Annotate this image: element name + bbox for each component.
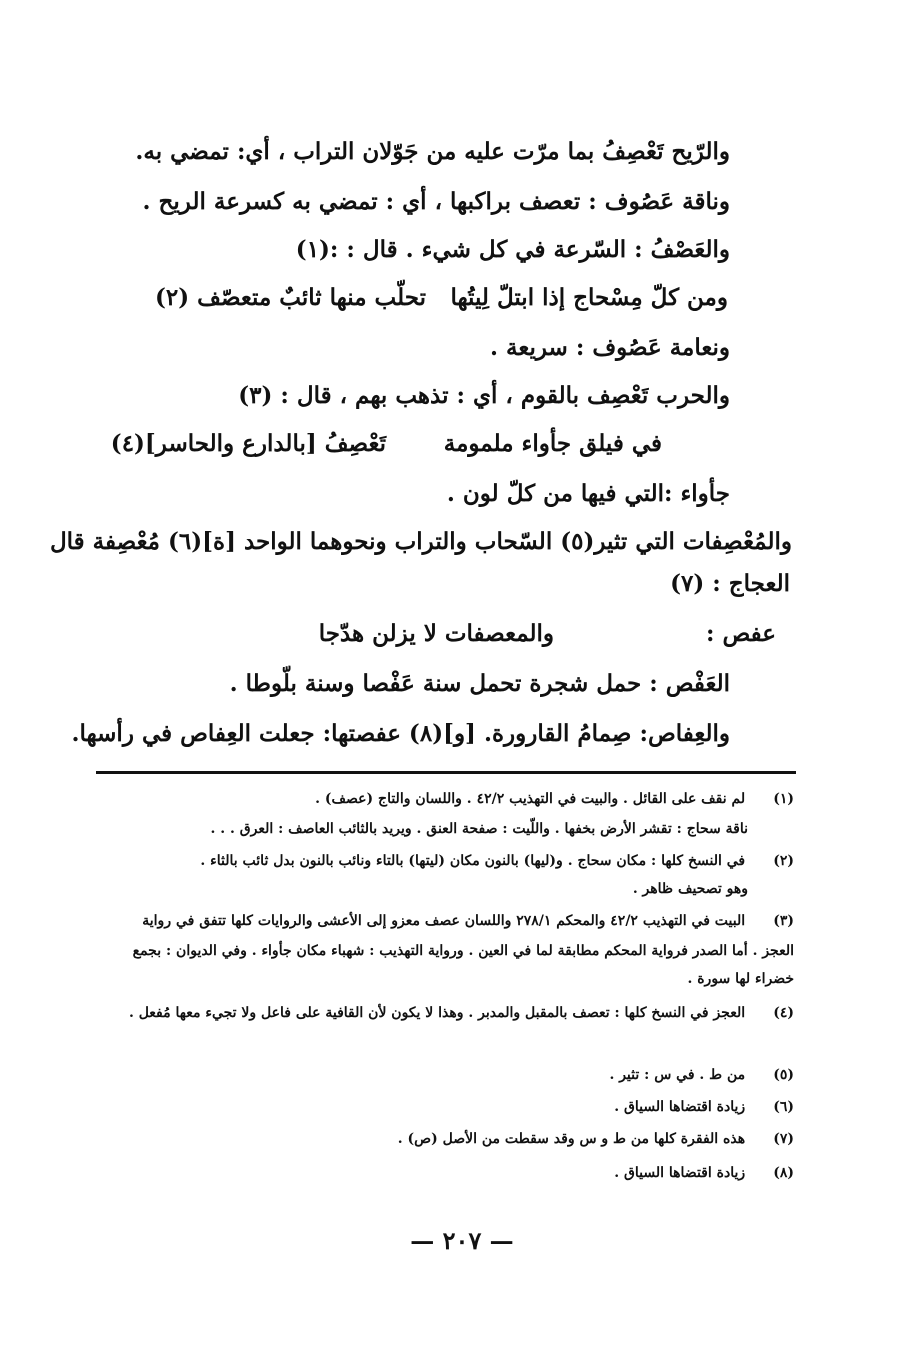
entry-headword: عفص :	[705, 620, 776, 647]
footnote-number: (٣)	[773, 913, 794, 929]
footnote	[609, 1068, 794, 1082]
footnote	[129, 1006, 794, 1020]
footnote-number: (٧)	[773, 1131, 794, 1147]
text-line: والحرب تَعْصِف بالقوم ، أي : تذهب بهم ، قال : (٣)	[238, 382, 730, 409]
footnote	[614, 1166, 794, 1180]
verse-hemistich-right: ومن كلّ مِسْحاج إذا ابتلّ لِيتُها	[450, 284, 728, 311]
text-line: والرّيح تَعْصِفُ بما مرّت عليه من جَوّلان التراب ، أي: تمضي به.	[135, 138, 730, 165]
text-line: ونعامة عَصُوف : سريعة .	[490, 334, 730, 361]
verse-line: والمعصفات لا يزلن هدّجا	[318, 620, 554, 647]
footnote-continuation: ناقة سحاج : تقشر الأرض بخفها . واللّيت : صفحة العنق . ويريد بالثائب العاصف : العرق . . .	[210, 821, 748, 837]
page-number: — ٢٠٧ —	[410, 1226, 514, 1255]
footnote-text: العجز في النسخ كلها : تعصف بالمقبل والمدبر . وهذا لا يكون لأن القافية على فاعل ولا تجيء معها مُفعل .	[128, 1005, 746, 1021]
footnote-text: البيت في التهذيب ٤٢/٢ والمحكم ٢٧٨/١ واللسان عصف معزو إلى الأعشى والروايات كلها تتفق في رواية	[142, 913, 746, 929]
footnote-text: زيادة اقتضاها السياق .	[614, 1099, 746, 1115]
footnote	[142, 914, 794, 928]
footnote-continuation: العجز . أما الصدر فرواية المحكم مطابقة لما في العين . ورواية التهذيب : شهباء مكان جأواء . وفي الديوان : بجمع	[132, 943, 794, 959]
footnote-separator	[96, 771, 796, 774]
footnote-text: هذه الفقرة كلها من ط و س وقد سقطت من الأصل (ص) .	[397, 1131, 746, 1147]
text-line: والمُعْصِفات التي تثير(٥) السّحاب والتراب ونحوهما الواحد [ة](٦) مُعْصِفة قال	[49, 528, 792, 555]
footnote-number: (٦)	[773, 1099, 794, 1115]
text-line: والعِفاص: صِمامُ القارورة. [و](٨) عفصتها: جعلت العِفاص في رأسها.	[71, 720, 730, 747]
footnote	[614, 1100, 794, 1114]
verse-hemistich-right: في فيلق جأواء ملمومة	[443, 430, 662, 457]
verse-hemistich-left: تَعْصِفُ [بالدارع والحاسر](٤)	[110, 430, 386, 457]
footnote-number: (٢)	[773, 853, 794, 869]
footnote	[398, 1132, 794, 1146]
footnote-number: (١)	[773, 791, 794, 807]
footnote-text: في النسخ كلها : مكان سحاج . و(ليها) بالنون مكان (ليتها) بالتاء ونائب بالنون بدل ثائب بالثاء .	[200, 853, 746, 869]
text-line: العجاج : (٧)	[670, 570, 790, 597]
footnote	[315, 792, 794, 806]
footnote	[200, 854, 794, 868]
verse-hemistich-left: تحلّب منها ثائبٌ متعصّف (٢)	[155, 284, 426, 311]
text-line: العَفْص : حمل شجرة تحمل سنة عَفْصا وسنة بلّوطا .	[229, 670, 730, 697]
footnote-number: (٥)	[773, 1067, 794, 1083]
footnote-text: زيادة اقتضاها السياق .	[614, 1165, 746, 1181]
footnote-number: (٤)	[773, 1005, 794, 1021]
footnote-continuation: وهو تصحيف ظاهر .	[632, 881, 748, 897]
footnote-number: (٨)	[773, 1165, 794, 1181]
text-line: والعَصْفُ : السّرعة في كل شيء . قال : :(١)	[295, 236, 730, 263]
text-line: وناقة عَصُوف : تعصف براكبها ، أي : تمضي به كسرعة الريح .	[142, 188, 730, 215]
text-line: جأواء :التي فيها من كلّ لون .	[446, 480, 730, 507]
footnote-continuation: خضراء لها سورة .	[687, 971, 794, 987]
footnote-text: من ط . في س : تثير .	[609, 1067, 746, 1083]
footnote-text: لم نقف على القائل . والبيت في التهذيب ٤٢/٢ . واللسان والتاج (عصف) .	[315, 791, 746, 807]
